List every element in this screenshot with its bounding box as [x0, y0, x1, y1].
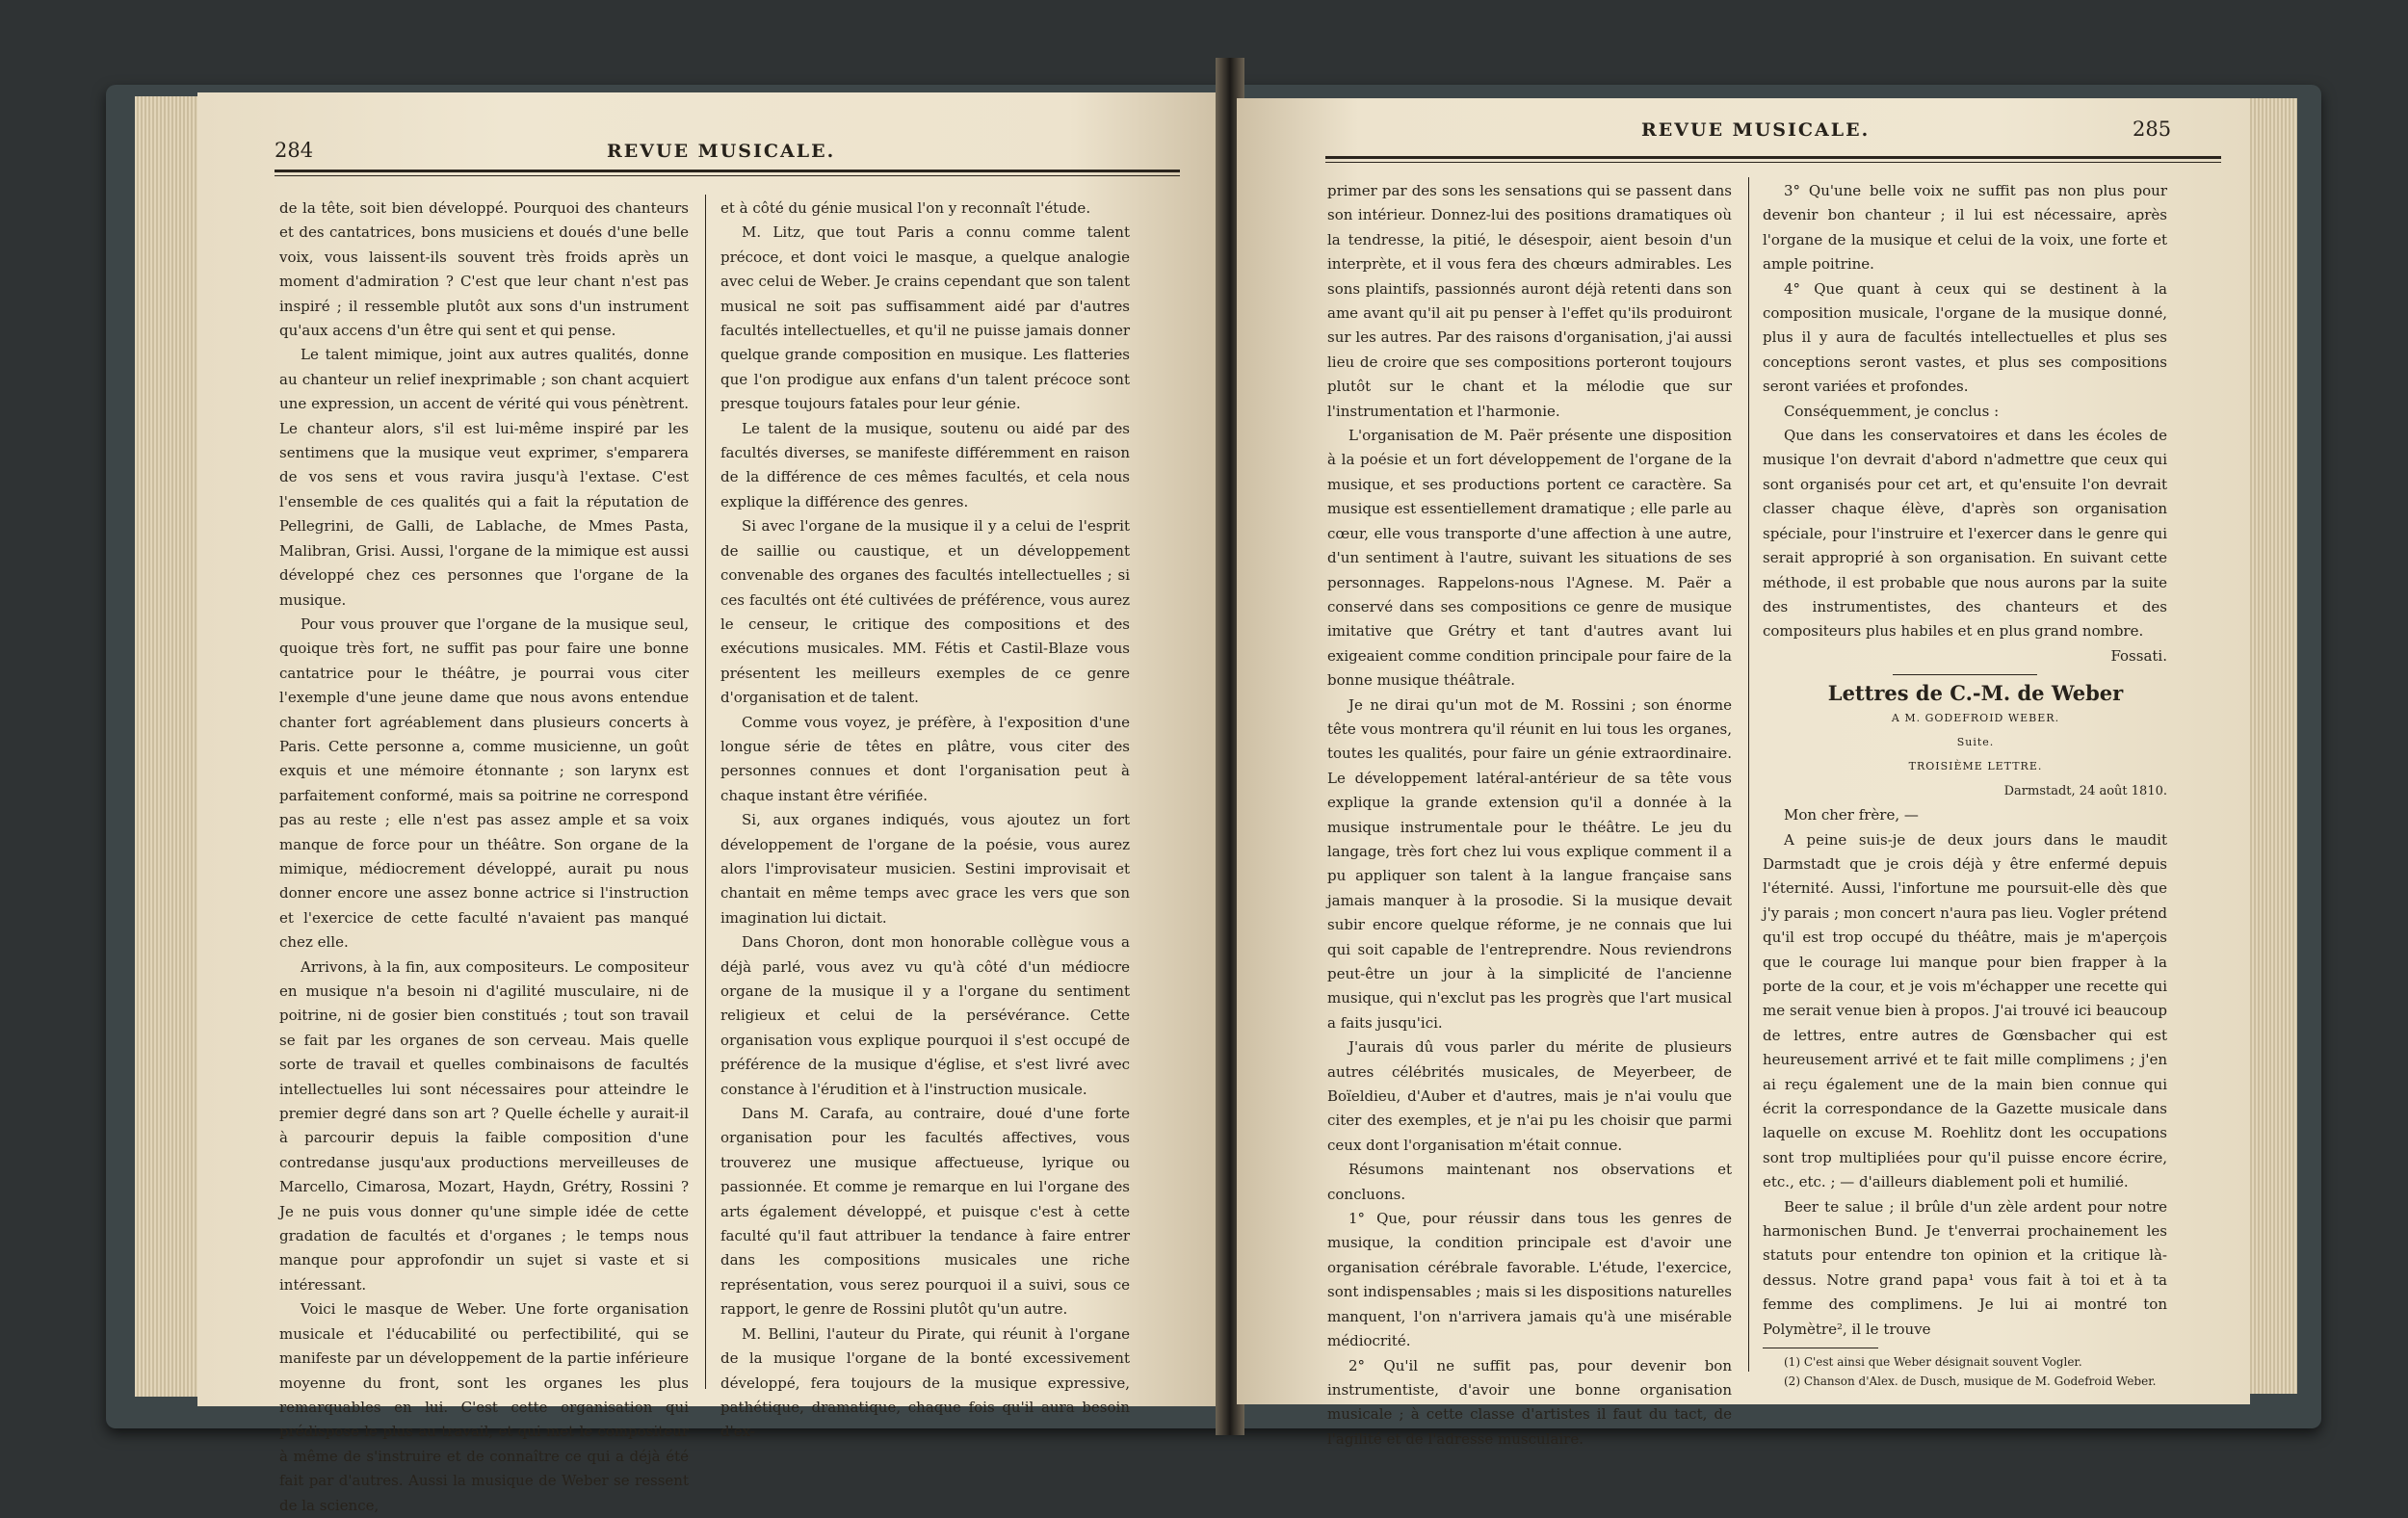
- footnote: (2) Chanson d'Alex. de Dusch, musique de M. Godefroid Weber.: [1784, 1374, 2157, 1389]
- paragraph: Dans M. Carafa, au contraire, doué d'une forte organisation pour les facultés affectives, vous trouverez une musique affectueuse, lyrique ou passionnée. Et comme je remarque en lui l'organe des arts également développé, et puisque c'est à cette faculté qu'il faut attribuer la tendance à faire entrer dans les compositions musicales une riche représentation, vous serez pourquoi il a suivi, sous ce rapport, le genre de Rossini plutôt qu'un autre.: [720, 1105, 1130, 1319]
- paragraph: Comme vous voyez, je préfère, à l'exposition d'une longue série de têtes en plâtre, vous citer des personnes connues et dont l'organisation peut à chaque instant être vérifiée.: [720, 713, 1130, 804]
- left-head-rule-thin: [275, 175, 1180, 176]
- column-divider: [1748, 177, 1749, 1372]
- paragraph: 2° Qu'il ne suffit pas, pour devenir bon instrumentiste, d'avoir une bonne organisation musicale ; à cette classe d'artistes il faut du tact, de l'agilité et de l'adresse musculaire.: [1327, 1356, 1732, 1448]
- paragraph: Le talent de la musique, soutenu ou aidé par des facultés diverses, se manifeste différemment en raison de la différence de ces mêmes facultés, et cela nous explique la différence des genres.: [720, 419, 1130, 510]
- paragraph: Arrivons, à la fin, aux compositeurs. Le compositeur en musique n'a besoin ni d'agilité musculaire, ni de poitrine, ni de gosier bien constitués ; tout son travail se fait par les organes de son cerveau. Mais quelle sorte de travail et quelles combinaisons de facultés intellectuelles lui sont nécessaires pour atteindre le premier degré dans son art ? Quelle échelle y aurait-il à parcourir depuis la faible composition d'une contredanse jusqu'aux productions merveilleuses de Marcello, Cimarosa, Mozart, Haydn, Grétry, Rossini ? Je ne puis vous donner qu'une simple idée de cette gradation de facultés et d'organes ; le temps nous manque pour approfondir un sujet si vaste et si intéressant.: [279, 957, 689, 1294]
- paragraph: 3° Qu'une belle voix ne suffit pas non plus pour devenir bon chanteur ; il lui est nécessaire, après l'organe de la musique et celui de la voix, une forte et ample poitrine.: [1763, 182, 2167, 274]
- left-page: [197, 92, 1224, 1514]
- paragraph: A peine suis-je de deux jours dans le maudit Darmstadt que je crois déjà y être enfermé depuis l'éternité. Aussi, l'infortune me poursuit-elle dès que j'y parais ; mon concert n'aura pas lieu. Vogler prétend qu'il est trop occupé du théâtre, mais je m'aperçois que le courage lui manque pour bien frapper à la porte de la cour, et je vois m'échapper une recette qui me serait venue bien à propos. J'ai trouvé ici beaucoup de lettres, entre autres de Gœnsbacher qui est heureusement arrivé et te fait mille complimens ; j'en ai reçu également une de la main bien connue qui écrit la correspondance de la Gazette musicale dans laquelle on excuse M. Roehlitz dont les occupations sont trop multipliées pour qu'il puisse encore écrire, etc., etc. ; — d'ailleurs diablement poli et humilié.: [1763, 830, 2167, 1191]
- paragraph: M. Bellini, l'auteur du Pirate, qui réunit à l'organe de la musique l'organe de la bonté excessivement développé, fera toujours de la musique expressive, pathétique, dramatique, chaque fois qu'il aura besoin d'ex-: [720, 1324, 1130, 1441]
- right-head-rule: [1325, 156, 2221, 159]
- signature: Fossati.: [2110, 646, 2167, 665]
- article-letter-number: TROISIÈME LETTRE.: [1908, 760, 2043, 773]
- left-column-1: [279, 196, 689, 1518]
- paragraph: M. Litz, que tout Paris a connu comme talent précoce, et dont voici le masque, a quelque analogie avec celui de Weber. Je crains cependant que son talent musical ne soit pas suffisamment aidé par d'autres facultés intellectuelles, et qu'il ne puisse jamais donner quelque grande composition en musique. Les flatteries que l'on prodigue aux enfans d'un talent précoce sont presque toujours fatales pour leur génie.: [720, 223, 1130, 413]
- article-title: Lettres de C.-M. de Weber: [1827, 681, 2124, 706]
- left-head-rule: [275, 170, 1180, 172]
- paragraph: Je ne dirai qu'un mot de M. Rossini ; son énorme tête vous montrera qu'il réunit en lui tous les organes, toutes les qualités, pour faire un génie extraordinaire. Le développement latéral-antérieur de sa tête vous explique la grande extension qu'il a donnée à la musique instrumentale pour le théâtre. Le jeu du langage, très fort chez lui vous explique comment il a pu appliquer son talent à la langue française sans jamais manquer à la prosodie. Si la musique devait subir encore quelque réforme, je ne connais que lui qui soit capable de l'entreprendre. Nous reviendrons peut-être un jour à la simplicité de l'ancienne musique, qui n'exclut pas les progrès que l'art musical a faits jusqu'ici.: [1327, 695, 1732, 1032]
- page-edges-right: [2244, 98, 2297, 1394]
- paragraph: J'aurais dû vous parler du mérite de plusieurs autres célébrités musicales, de Meyerbeer, de Boïeldieu, d'Auber et d'autres, mais je n'ai voulu que citer des exemples, et je n'ai pu les choisir que parmi ceux dont l'organisation m'était connue.: [1327, 1038, 1732, 1154]
- paragraph: Beer te salue ; il brûle d'un zèle ardent pour notre harmonischen Bund. Je t'enverrai prochainement les statuts pour entendre ton opinion et la critique là-dessus. Notre grand papa¹ vous fait à toi et à ta femme des complimens. Je lui ai montré ton Polymètre², il le trouve: [1763, 1197, 2167, 1338]
- right-page-number: 285: [2133, 118, 2172, 141]
- paragraph: L'organisation de M. Paër présente une disposition à la poésie et un fort développement de l'organe de la musique, et ses productions portent ce caractère. Sa musique est essentiellement dramatique ; elle parle au cœur, elle vous transporte d'une affection à une autre, d'un sentiment à l'autre, suivant les situations de ses personnages. Rappelons-nous l'Agnese. M. Paër a conservé dans ses compositions ce genre de musique imitative que Grétry et tant d'autres avant lui exigeaient comme condition principale pour faire de la bonne musique théâtrale.: [1327, 427, 1732, 690]
- paragraph: Que dans les conservatoires et dans les écoles de musique l'on devrait d'abord n'admettre que ceux qui sont organisés pour cet art, et qu'ensuite l'on devrait classer chaque élève, d'après son organisation spéciale, pour l'instruire et l'exercer dans le genre qui serait approprié à son organisation. En suivant cette méthode, il est probable que nous aurons par la suite des instrumentistes, des chanteurs et des compositeurs plus habiles et en plus grand nombre.: [1763, 427, 2167, 641]
- paragraph: Conséquemment, je conclus :: [1784, 402, 2000, 420]
- footnote: (1) C'est ainsi que Weber désignait souvent Vogler.: [1784, 1355, 2082, 1370]
- article-addressee: A M. GODEFROID WEBER.: [1891, 711, 2060, 724]
- right-running-head: REVUE MUSICALE.: [1641, 119, 1871, 141]
- paragraph: Le talent mimique, joint aux autres qualités, donne au chanteur un relief inexprimable ; son chant acquiert une expression, un accent de vérité qui vous pénètrent. Le chanteur alors, s'il est lui-même inspiré par les sentimens que la musique veut exprimer, s'emparera de vos sens et vous ravira jusqu'à l'extase. C'est l'ensemble de ces qualités qui a fait la réputation de Pellegrini, de Galli, de Lablache, de Mmes Pasta, Malibran, Grisi. Aussi, l'organe de la mimique est aussi développé chez ces personnes que l'organe de la musique.: [279, 346, 689, 609]
- page-edges-left: [135, 96, 202, 1397]
- paragraph: Pour vous prouver que l'organe de la musique seul, quoique très fort, ne suffit pas pour faire une bonne cantatrice pour le théâtre, je pourrai vous citer l'exemple d'une jeune dame que nous avons entendue chanter fort agréablement dans plusieurs concerts à Paris. Cette personne a, comme musicienne, un goût exquis et une mémoire étonnante ; son larynx est parfaitement conformé, mais sa poitrine ne correspond pas au reste ; elle n'est pas assez ample et sa voix manque de force pour un théâtre. Son organe de la mimique, médiocrement développé, aurait pu nous donner encore une assez bonne actrice si l'instruction et l'exercice de cette faculté n'avaient pas manqué chez elle.: [279, 615, 689, 952]
- paragraph: Voici le masque de Weber. Une forte organisation musicale et l'éducabilité ou perfectibilité, qui se manifeste par un développement de la partie inférieure moyenne du front, sont les organes les plus remarquables en lui. C'est cette organisation qui prédispose le plus au travail, et qui met le compositeur à même de s'instruire et de connaître ce qui a déjà été fait par d'autres. Aussi la musique de Weber se ressent de la science,: [279, 1300, 689, 1514]
- paragraph: Dans Choron, dont mon honorable collègue vous a déjà parlé, vous avez vu qu'à côté d'un médiocre organe de la musique il y a l'organe du sentiment religieux et celui de la persévérance. Cette organisation vous explique pourquoi il s'est occupé de préférence de la musique d'église, et s'est livré avec constance à l'érudition et à l'instruction musicale.: [720, 933, 1130, 1098]
- right-page: [1237, 98, 2250, 1448]
- section-rule: [1893, 674, 2037, 675]
- paragraph: et à côté du génie musical l'on y reconnaît l'étude.: [720, 199, 1091, 217]
- letter-date: Darmstadt, 24 août 1810.: [2003, 783, 2167, 798]
- paragraph: 1° Que, pour réussir dans tous les genres de musique, la condition principale est d'avoir une organisation cérébrale favorable. L'étude, l'exercice, sont indispensables ; mais si les dispositions naturelles manquent, l'on n'arrivera jamais qu'à une misérable médiocrité.: [1327, 1210, 1732, 1350]
- article-suite: Suite.: [1956, 735, 1995, 748]
- paragraph: Si, aux organes indiqués, vous ajoutez un fort développement de l'organe de la poésie, vous aurez alors l'improvisateur musicien. Sestini improvisait et chantait en même temps avec grace les vers que son imagination lui dictait.: [720, 811, 1130, 927]
- right-column-2: [1763, 179, 2167, 1391]
- paragraph: primer par des sons les sensations qui se passent dans son intérieur. Donnez-lui des positions dramatiques où la tendresse, la pitié, le désespoir, aient besoin d'un interprète, et il vous fera des chœurs admirables. Les sons plaintifs, passionnés auront déjà retenti dans son ame avant qu'il ait pu penser à l'effet qu'ils produiront sur les autres. Par des raisons d'organisation, j'ai aussi lieu de croire que ses compositions porteront toujours plutôt sur le chant et la mélodie que sur l'instrumentation et l'harmonie.: [1327, 182, 1732, 420]
- column-divider: [705, 195, 706, 1389]
- paragraph: Résumons maintenant nos observations et concluons.: [1327, 1161, 1732, 1203]
- left-page-number: 284: [275, 139, 314, 162]
- salutation: Mon cher frère, —: [1784, 806, 1919, 824]
- paragraph: de la tête, soit bien développé. Pourquoi des chanteurs et des cantatrices, bons musiciens et doués d'une belle voix, vous laissent-ils souvent très froids après un moment d'admiration ? C'est que leur chant n'est pas inspiré ; il ressemble plutôt aux sons d'un instrument qu'aux accens d'un être qui sent et qui pense.: [279, 199, 689, 340]
- right-column-1: [1327, 179, 1732, 1452]
- left-column-2: [720, 196, 1130, 1445]
- right-head-rule-thin: [1325, 162, 2221, 163]
- paragraph: 4° Que quant à ceux qui se destinent à la composition musicale, l'organe de la musique donné, plus il y aura de facultés intellectuelles et plus ses conceptions seront vastes, et plus ses compositions seront variées et profondes.: [1763, 279, 2167, 396]
- left-running-head: REVUE MUSICALE.: [607, 141, 836, 162]
- paragraph: Si avec l'organe de la musique il y a celui de l'esprit de saillie ou caustique, et un développement convenable des organes des facultés intellectuelles ; si ces facultés ont été cultivées de préférence, vous aurez le censeur, le critique des compositions et des exécutions musicales. MM. Fétis et Castil-Blaze vous présentent les meilleurs exemples de ce genre d'organisation et de talent.: [720, 517, 1130, 707]
